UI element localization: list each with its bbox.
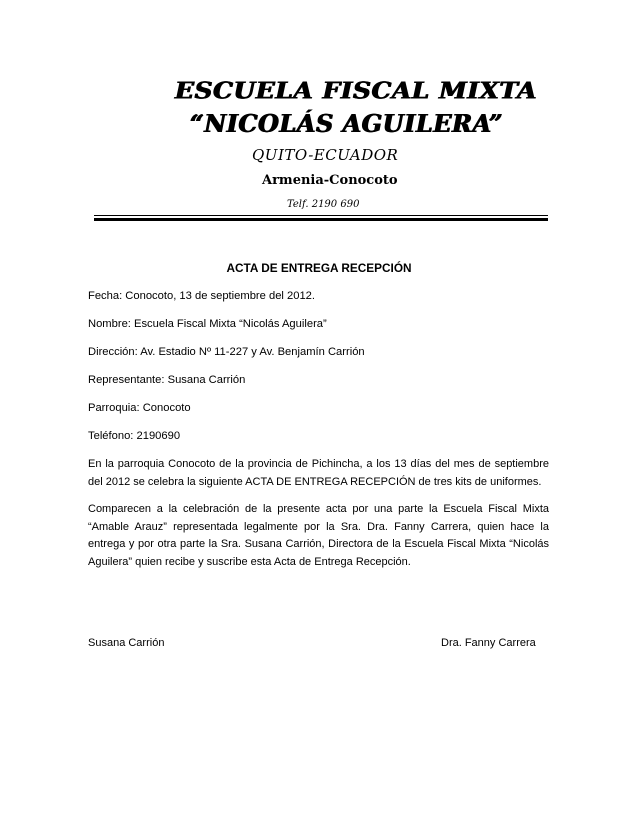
paragraph-parties: Comparecen a la celebración de la presente acta por una parte la Escuela Fiscal Mixta “Amable Arauz” representada legalmente por la Sra. Dra. Fanny Carrera, quien hace la entrega y por otra parte la Sra. Susana Carrión, Directora de la Escuela Fiscal Mixta “Nicolás Aguilera” quien recibe y suscribe esta Acta de Entrega Recepción. (88, 503, 549, 568)
field-representative: Representante: Susana Carrión (88, 374, 246, 386)
school-name-heading: “NICOLÁS AGUILERA” (190, 109, 504, 138)
letterhead-rule-thin (94, 215, 548, 216)
signature-right: Dra. Fanny Carrera (441, 637, 536, 649)
field-name: Nombre: Escuela Fiscal Mixta “Nicolás Aguilera” (88, 318, 327, 330)
area-line: Armenia-Conocoto (262, 173, 398, 188)
paragraph-intro: En la parroquia Conocoto de la provincia de Pichincha, a los 13 días del mes de septiembre del 2012 se celebra la siguiente ACTA DE ENTREGA RECEPCIÓN de tres kits de uniformes. (88, 458, 549, 488)
field-address: Dirección: Av. Estadio Nº 11-227 y Av. Benjamín Carrión (88, 346, 365, 358)
school-type-heading: ESCUELA FISCAL MIXTA (175, 77, 538, 104)
field-parish: Parroquia: Conocoto (88, 402, 191, 414)
city-line: QUITO-ECUADOR (252, 146, 399, 164)
field-phone: Teléfono: 2190690 (88, 430, 181, 442)
signature-left: Susana Carrión (88, 637, 165, 649)
letterhead-rule-thick (94, 218, 548, 221)
field-date: Fecha: Conocoto, 13 de septiembre del 2012. (88, 290, 316, 302)
letterhead (0, 0, 638, 225)
document-title: ACTA DE ENTREGA RECEPCIÓN (226, 261, 412, 275)
phone-line: Telf. 2190 690 (287, 199, 360, 210)
